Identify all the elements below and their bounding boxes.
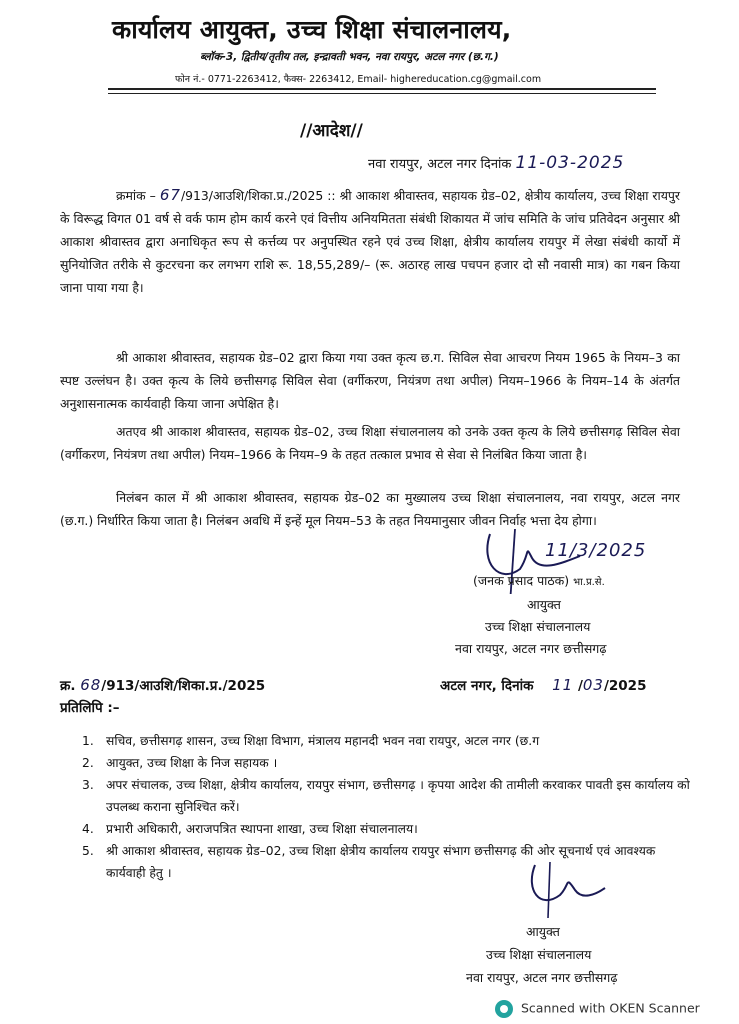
signatory-2-designation: आयुक्त — [526, 924, 560, 939]
signature-2-scribble — [520, 860, 620, 920]
order-ref-number: 67 — [159, 186, 181, 204]
copy-ref-suffix: /913/आउशि/शिका.प्र./2025 — [101, 678, 266, 694]
order-paragraph-3 — [60, 420, 680, 466]
copy-date-prefix: अटल नगर, दिनांक — [440, 678, 534, 694]
order-dateline — [368, 153, 624, 173]
oken-scanner-logo-icon — [495, 1000, 513, 1018]
order-paragraph-2-text: श्री आकाश श्रीवास्तव, सहायक ग्रेड–02 द्वारा किया गया उक्त कृत्य छ.ग. सिविल सेवा आचरण नियम 1965 के नियम–3 का स्पष्ट उल्लंघन है। उक्त कृत्य के लिये छत्तीसगढ़ सिविल सेवा (वर्गीकरण, नियंत्रण तथा अपील) नियम–1966 के नियम–14 के अंतर्गत अनुशासनात्मक कार्यवाही किया जाना अपेक्षित है। — [60, 350, 680, 411]
order-paragraph-1-text: श्री आकाश श्रीवास्तव, सहायक ग्रेड–02, क्षेत्रीय कार्यालय, उच्च शिक्षा रायपुर के विरूद्ध विगत 01 वर्ष से वर्क फाम होम कार्य करने एवं वित्तीय अनियमितता संबंधी शिकायत में जांच समिति के जांच प्रतिवेदन अनुसार श्री आकाश श्रीवास्तव द्वारा अनाधिकृत रूप से कर्त्तव्य पर अनुपस्थित रहने एवं उच्च शिक्षा, क्षेत्रीय कार्यालय रायपुर में लेखा संबंधी कार्यो में सुनियोजित तरीके से कुटरचना कर लगभग राशि रू. 18,55,289/– (रू. अठारह लाख पचपन हजार दो सौ नवासी मात्र) का गबन किया जाना पाया गया है। — [60, 188, 681, 295]
order-date-handwritten: 11-03-2025 — [515, 153, 625, 173]
copy-label: प्रतिलिपि :– — [60, 700, 120, 716]
list-item: 4. प्रभारी अधिकारी, अराजपत्रित स्थापना शाखा, उच्च शिक्षा संचालनालय। — [82, 822, 418, 836]
list-item: 1. सचिव, छत्तीसगढ़ शासन, उच्च शिक्षा विभाग, मंत्रालय महानदी भवन नवा रायपुर, अटल नगर (छ.ग — [82, 734, 540, 748]
copy-ref — [60, 676, 265, 694]
copy-date-month: 03 — [582, 676, 604, 694]
signatory-designation: आयुक्त — [527, 597, 561, 612]
order-paragraph-2 — [60, 346, 680, 415]
list-item: 2. आयुक्त, उच्च शिक्षा के निज सहायक । — [82, 756, 278, 770]
signatory-2-office: उच्च शिक्षा संचालनालय — [486, 947, 592, 962]
office-contact: फोन नं.- 0771-2263412, फैक्स- 2263412, Email- highereducation.cg@gmail.com — [175, 74, 542, 85]
order-paragraph-3-text: अतएव श्री आकाश श्रीवास्तव, सहायक ग्रेड–02, उच्च शिक्षा संचालनालय को उनके उक्त कृत्य के लिये छत्तीसगढ़ सिविल सेवा (वर्गीकरण, नियंत्रण तथा अपील) नियम–1966 के नियम–9 के तहत तत्काल प्रभाव से सेवा से निलंबित किया जाता है। — [60, 424, 680, 462]
copy-date-year: /2025 — [603, 678, 647, 694]
signatory-2-place: नवा रायपुर, अटल नगर छत्तीसगढ़ — [466, 970, 618, 985]
order-date-prefix: नवा रायपुर, अटल नगर दिनांक — [368, 157, 512, 172]
signatory-service: भा.प्र.से. — [573, 577, 605, 588]
scanner-footer — [495, 1000, 700, 1018]
signature-1-name-line — [473, 570, 695, 594]
office-title: कार्यालय आयुक्त, उच्च शिक्षा संचालनालय, — [112, 15, 512, 44]
copy-date-day: 11 — [552, 676, 574, 694]
order-ref-prefix: क्रमांक – — [116, 188, 156, 203]
signatory-office: उच्च शिक्षा संचालनालय — [485, 619, 591, 634]
signature-1-date: 11/3/2025 — [545, 540, 647, 561]
signature-2-block — [466, 920, 706, 989]
copy-ref-prefix: क्र. — [60, 678, 76, 694]
copy-ref-number: 68 — [80, 676, 102, 694]
signatory-place: नवा रायपुर, अटल नगर छत्तीसगढ़ — [455, 641, 607, 656]
order-ref-suffix: /913/आउशि/शिका.प्र./2025 :: — [180, 188, 336, 203]
list-item: 3. अपर संचालक, उच्च शिक्षा, क्षेत्रीय कार्यालय, रायपुर संभाग, छत्तीसगढ़ । कृपया आदेश की तामीली करवाकर पावती इस कार्यालय को उपलब्ध कराना सुनिश्चित करें। — [82, 778, 690, 814]
scanner-text: Scanned with OKEN Scanner — [521, 1000, 700, 1016]
signature-1-block — [455, 570, 695, 660]
order-paragraph-4-text: निलंबन काल में श्री आकाश श्रीवास्तव, सहायक ग्रेड–02 का मुख्यालय उच्च शिक्षा संचालनालय, नवा रायपुर, अटल नगर (छ.ग.) निर्धारित किया जाता है। निलंबन अवधि में इन्हें मूल नियम–53 के तहत नियमानुसार जीवन निर्वाह भत्ता देय होगा। — [60, 490, 680, 528]
list-item: 5. श्री आकाश श्रीवास्तव, सहायक ग्रेड–02, उच्च शिक्षा क्षेत्रीय कार्यालय रायपुर संभाग छत्तीसगढ़ की ओर सूचनार्थ एवं आवश्यक कार्यवाही हेतु । — [82, 844, 656, 880]
copy-date: अटल नगर, दिनांक 11 /03/2025 — [440, 676, 647, 694]
order-heading: //आदेश// — [300, 121, 363, 141]
signatory-name: (जनक प्रसाद पाठक) — [473, 573, 570, 588]
office-address: ब्लॉक-3, द्वितीय/तृतीय तल, इन्द्रावती भवन, नवा रायपुर, अटल नगर (छ.ग.) — [200, 51, 499, 63]
order-paragraph-1 — [60, 184, 680, 299]
letterhead-divider — [108, 88, 656, 94]
